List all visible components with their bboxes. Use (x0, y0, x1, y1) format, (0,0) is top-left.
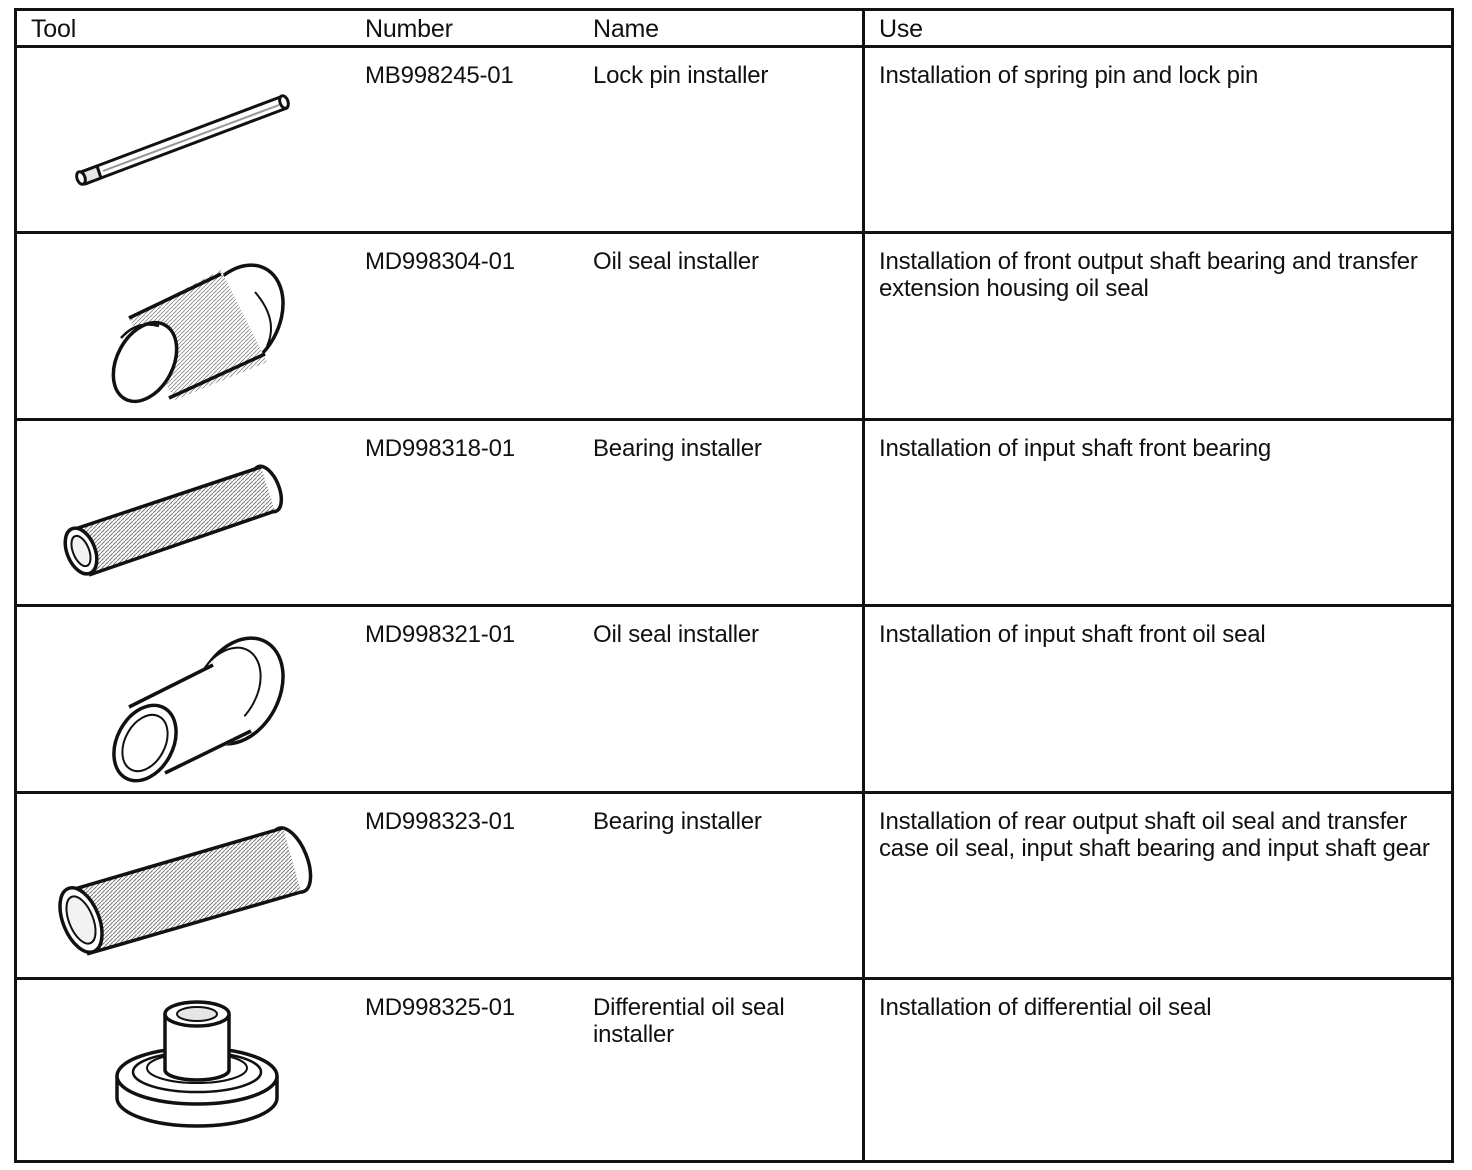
tool-name: Bearing installer (593, 808, 762, 835)
differential-oil-seal-installer-icon (17, 980, 357, 1166)
header-name: Name (593, 15, 659, 43)
header-tool: Tool (31, 15, 77, 43)
table-row (17, 421, 1451, 607)
bearing-installer-icon (17, 421, 357, 607)
lock-pin-installer-icon (17, 48, 357, 234)
tool-name: Lock pin installer (593, 62, 769, 89)
tool-number: MD998325-01 (365, 994, 515, 1021)
tool-use: Installation of spring pin and lock pin (879, 62, 1259, 89)
tool-name: Differential oil seal installer (593, 994, 785, 1048)
tool-number: MD998318-01 (365, 435, 515, 462)
special-tools-table (14, 8, 1454, 1163)
tool-number: MD998323-01 (365, 808, 515, 835)
oil-seal-installer-icon (17, 234, 357, 420)
table-row (17, 607, 1451, 793)
tool-use: Installation of rear output shaft oil seal and transfer case oil seal, input shaft bearing and input shaft gear (879, 808, 1430, 862)
tool-name: Oil seal installer (593, 248, 759, 275)
tool-use: Installation of input shaft front bearing (879, 435, 1272, 462)
header-number: Number (365, 15, 453, 43)
oil-seal-installer-icon (17, 607, 357, 793)
tool-name: Bearing installer (593, 435, 762, 462)
table-row (17, 48, 1451, 234)
tool-number: MB998245-01 (365, 62, 514, 89)
tool-number: MD998304-01 (365, 248, 515, 275)
table-row (17, 234, 1451, 420)
tool-use: Installation of front output shaft bearing and transfer extension housing oil seal (879, 248, 1418, 302)
tool-use: Installation of differential oil seal (879, 994, 1212, 1021)
table-row (17, 980, 1451, 1166)
tool-use: Installation of input shaft front oil seal (879, 621, 1266, 648)
bearing-installer-icon (17, 794, 357, 980)
table-row (17, 794, 1451, 980)
tool-name: Oil seal installer (593, 621, 759, 648)
header-use: Use (879, 15, 923, 43)
tool-number: MD998321-01 (365, 621, 515, 648)
